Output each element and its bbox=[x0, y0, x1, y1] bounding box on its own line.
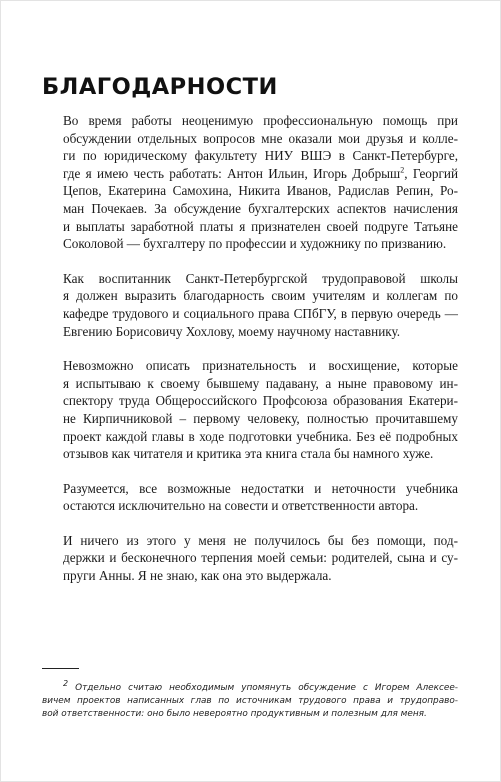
footnote-line bbox=[42, 679, 458, 695]
paragraph-4 bbox=[42, 480, 458, 515]
text-line bbox=[42, 165, 458, 183]
footnote bbox=[42, 679, 458, 720]
footnote-divider bbox=[42, 668, 79, 669]
footnote-marker: 2 bbox=[63, 679, 69, 689]
text-line: пруги Анны. Я не знаю, как она это выдержала. bbox=[63, 568, 332, 584]
text-line: ман Почекаев. За обсуждение бухгалтерских аспектов начисления bbox=[63, 200, 458, 216]
text-line: обсуждении отдельных вопросов мне оказали мои друзья и колле- bbox=[63, 130, 458, 146]
footnote-line: вой ответственности: оно было невероятно продуктивным и полезным для меня. bbox=[42, 708, 427, 719]
paragraph-3 bbox=[42, 357, 458, 463]
text-line: Во время работы неоценимую профессиональную помощь при bbox=[63, 113, 458, 128]
paragraph-1 bbox=[42, 112, 458, 253]
text-line: я должен выразить благодарность своим учителям и коллегам по bbox=[63, 288, 458, 304]
footnote-line: вичем проектов написанных глав по источникам трудового права и трудоправо- bbox=[42, 695, 458, 706]
text-line: Евгению Борисовичу Хохлову, моему научному наставнику. bbox=[63, 323, 401, 339]
text-line: И ничего из этого у меня не получилось бы без помощи, под- bbox=[63, 532, 458, 548]
text-line: я испытываю к своему бывшему падавану, а ныне правовому ин- bbox=[63, 375, 458, 391]
text-line: отзывов как читателя и критика эта книга стала бы намного хуже. bbox=[63, 446, 434, 462]
text-segment: Отдельно считаю необходимым упомянуть обсуждение с Игорем Алексее- bbox=[75, 683, 458, 693]
text-line: не Кирпичниковой – первому человеку, полностью прочитавшему bbox=[63, 410, 458, 426]
paragraph-5 bbox=[42, 532, 458, 585]
text-line: Соколовой — бухгалтеру по профессии и художнику по призванию. bbox=[63, 236, 447, 252]
footnote-reference: 2 bbox=[400, 165, 405, 175]
text-line: Невозможно описать признательность и восхищение, которые bbox=[63, 358, 458, 374]
text-line: Разумеется, все возможные недостатки и неточности учебника bbox=[63, 480, 458, 496]
text-segment: где я имею честь работать: Антон Ильин, Игорь Добрыш bbox=[63, 165, 401, 181]
body-text bbox=[42, 112, 458, 602]
text-line: Как воспитанник Санкт-Петербургской трудоправовой школы bbox=[63, 270, 458, 286]
text-line: проект каждой главы в ходе подготовки учебника. Без её подробных bbox=[63, 428, 458, 444]
text-line: держки и бесконечного терпения моей семьи: родителей, сына и су- bbox=[63, 550, 458, 566]
page-heading: БЛАГОДАРНОСТИ bbox=[42, 74, 278, 100]
text-segment: , Георгий bbox=[404, 165, 459, 181]
text-line: спектору труда Общероссийского Профсоюза образования Екатери- bbox=[63, 393, 458, 409]
text-line: Цепов, Екатерина Самохина, Никита Иванов, Радислав Репин, Ро- bbox=[63, 183, 458, 199]
text-line: кафедре трудового и социального права СПбГУ, в первую очередь — bbox=[63, 305, 458, 321]
text-line: и выплаты заработной платы я признателен своей подруге Татьяне bbox=[63, 218, 458, 234]
text-line: остаются исключительно на совести и ответственности автора. bbox=[63, 498, 419, 514]
text-line: ги по юридическому факультету НИУ ВШЭ в Санкт-Петербурге, bbox=[63, 148, 458, 164]
paragraph-2 bbox=[42, 270, 458, 340]
